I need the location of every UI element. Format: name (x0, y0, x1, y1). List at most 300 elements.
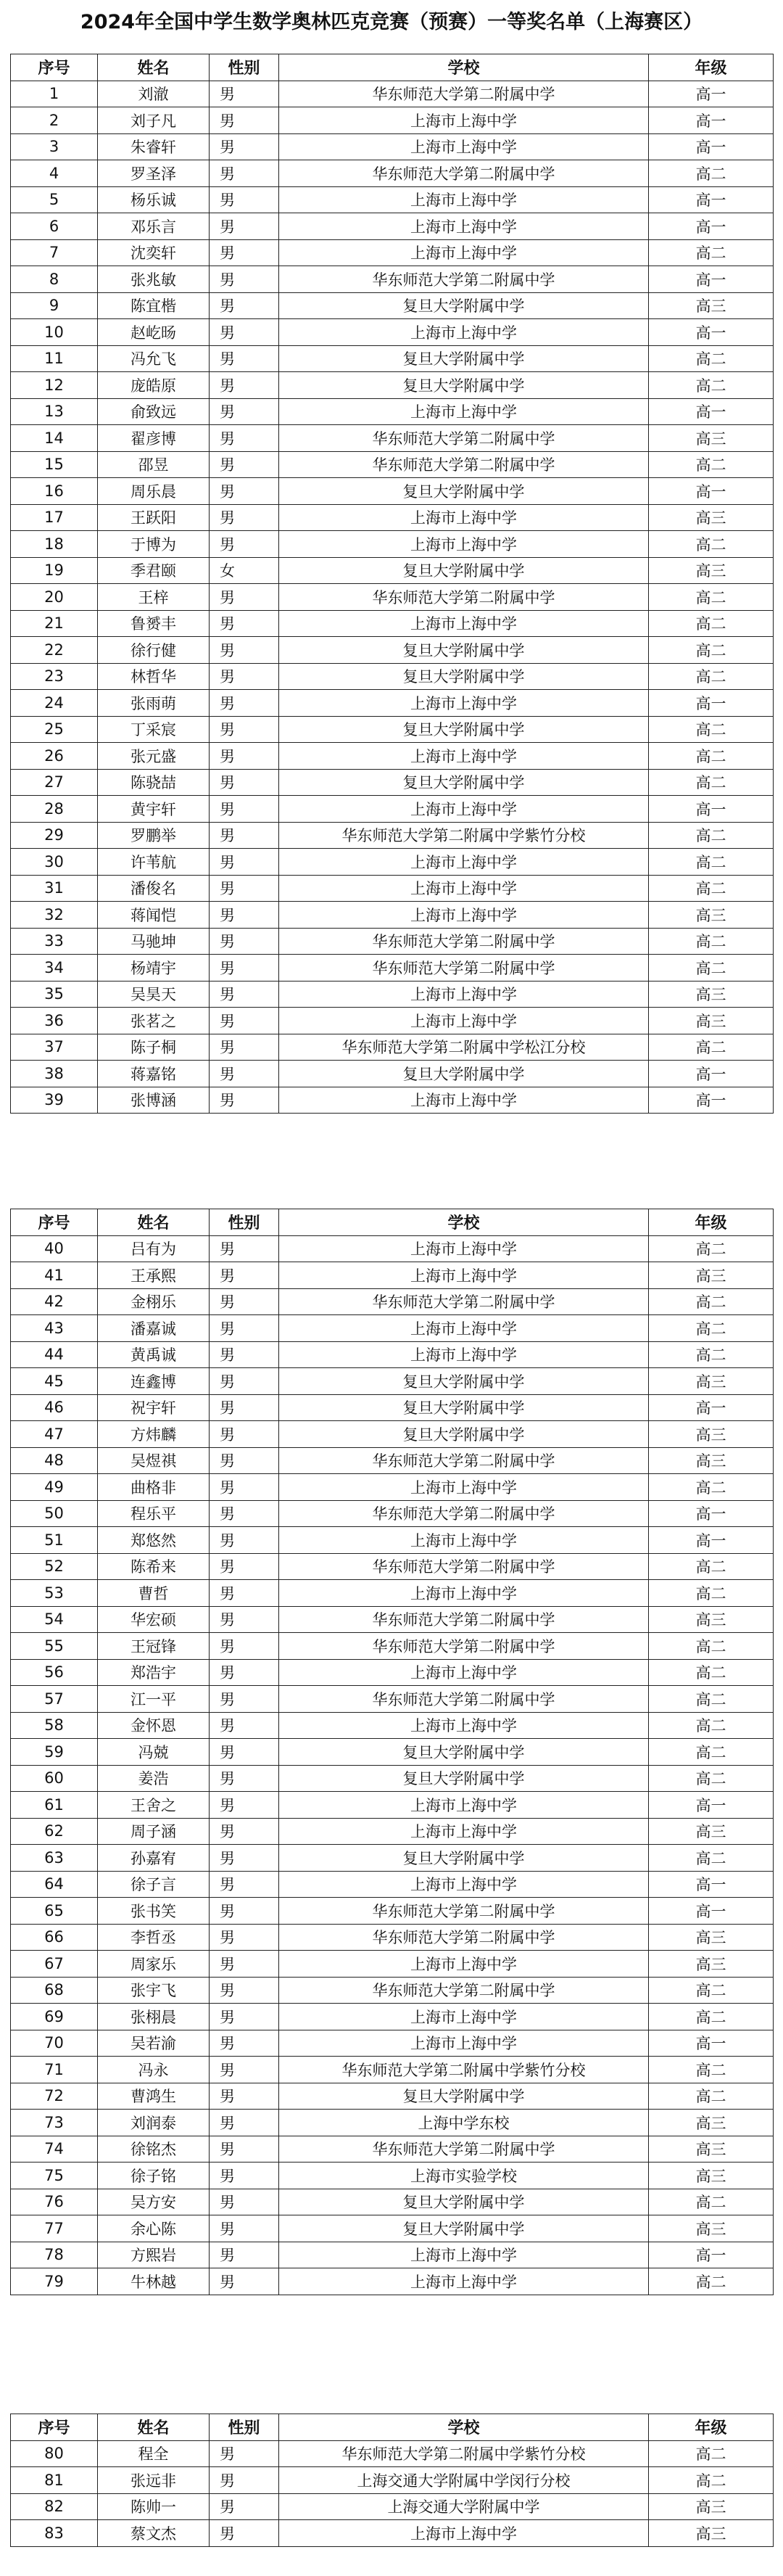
gender-cell: 男 (210, 1235, 279, 1262)
header-rank: 序号 (11, 1209, 98, 1236)
grade-cell: 高二 (649, 1845, 774, 1872)
table-row (11, 1527, 774, 1554)
table-row (11, 531, 774, 558)
name-cell: 祝宇轩 (98, 1394, 210, 1421)
gender-cell: 男 (210, 822, 279, 849)
table-row (11, 928, 774, 955)
gender-cell: 男 (210, 239, 279, 266)
grade-cell: 高二 (649, 1580, 774, 1607)
school-cell: 华东师范大学第二附属中学 (279, 955, 649, 982)
school-cell: 华东师范大学第二附属中学 (279, 584, 649, 611)
grade-cell: 高二 (649, 637, 774, 664)
grade-cell: 高二 (649, 1553, 774, 1580)
name-cell: 王跃阳 (98, 504, 210, 531)
grade-cell: 高二 (649, 663, 774, 690)
gender-cell: 男 (210, 398, 279, 425)
rank-cell: 16 (11, 478, 98, 505)
rank-cell: 24 (11, 690, 98, 717)
rank-cell: 51 (11, 1527, 98, 1554)
gender-cell: 男 (210, 1871, 279, 1898)
gender-cell: 男 (210, 1315, 279, 1342)
table-row (11, 425, 774, 452)
school-cell: 上海市上海中学 (279, 1474, 649, 1501)
school-cell: 华东师范大学第二附属中学紫竹分校 (279, 2057, 649, 2083)
rank-cell: 70 (11, 2030, 98, 2057)
name-cell: 张元盛 (98, 743, 210, 770)
gender-cell: 男 (210, 1034, 279, 1061)
school-cell: 复旦大学附属中学 (279, 2083, 649, 2110)
rank-cell: 41 (11, 1262, 98, 1289)
name-cell: 张书笑 (98, 1898, 210, 1925)
table-row (11, 478, 774, 505)
name-cell: 张远非 (98, 2467, 210, 2494)
table-row (11, 1898, 774, 1925)
grade-cell: 高一 (649, 1871, 774, 1898)
name-cell: 徐子铭 (98, 2163, 210, 2189)
school-cell: 华东师范大学第二附属中学紫竹分校 (279, 822, 649, 849)
table-row (11, 584, 774, 611)
rank-cell: 34 (11, 955, 98, 982)
rank-cell: 65 (11, 1898, 98, 1925)
table-row (11, 2268, 774, 2295)
school-cell: 上海交通大学附属中学 (279, 2493, 649, 2520)
table-row (11, 1924, 774, 1951)
name-cell: 金栩乐 (98, 1288, 210, 1315)
table-row (11, 2242, 774, 2268)
name-cell: 蒋闻恺 (98, 902, 210, 929)
grade-cell: 高一 (649, 1898, 774, 1925)
name-cell: 蒋嘉铭 (98, 1061, 210, 1087)
grade-cell: 高一 (649, 796, 774, 823)
rank-cell: 53 (11, 1580, 98, 1607)
school-cell: 复旦大学附属中学 (279, 292, 649, 319)
table-row (11, 849, 774, 876)
name-cell: 周子涵 (98, 1818, 210, 1845)
table-row (11, 398, 774, 425)
gender-cell: 男 (210, 1061, 279, 1087)
school-cell: 上海中学东校 (279, 2110, 649, 2136)
grade-cell: 高一 (649, 2242, 774, 2268)
gender-cell: 男 (210, 1553, 279, 1580)
gender-cell: 男 (210, 2215, 279, 2242)
rank-cell: 21 (11, 610, 98, 637)
name-cell: 张兆敏 (98, 266, 210, 293)
grade-cell: 高三 (649, 1421, 774, 1448)
grade-cell: 高三 (649, 2136, 774, 2163)
rank-cell: 68 (11, 1977, 98, 2004)
gender-cell: 男 (210, 1474, 279, 1501)
table-row (11, 2163, 774, 2189)
school-cell: 上海市上海中学 (279, 875, 649, 902)
table-row (11, 213, 774, 240)
table-row (11, 902, 774, 929)
name-cell: 季君颐 (98, 557, 210, 584)
gender-cell: 男 (210, 107, 279, 134)
name-cell: 罗圣泽 (98, 160, 210, 187)
school-cell: 上海市上海中学 (279, 1008, 649, 1034)
rank-cell: 58 (11, 1712, 98, 1739)
school-cell: 上海市上海中学 (279, 2030, 649, 2057)
school-cell: 复旦大学附属中学 (279, 1394, 649, 1421)
grade-cell: 高二 (649, 1765, 774, 1792)
grade-cell: 高二 (649, 2467, 774, 2494)
grade-cell: 高一 (649, 398, 774, 425)
gender-cell: 男 (210, 1288, 279, 1315)
gender-cell: 男 (210, 1765, 279, 1792)
grade-cell: 高二 (649, 1235, 774, 1262)
school-cell: 上海市上海中学 (279, 1235, 649, 1262)
table-row (11, 2440, 774, 2467)
gender-cell: 男 (210, 769, 279, 796)
name-cell: 朱睿轩 (98, 133, 210, 160)
name-cell: 程全 (98, 2440, 210, 2467)
school-cell: 华东师范大学第二附属中学 (279, 1977, 649, 2004)
table-row (11, 1288, 774, 1315)
school-cell: 上海市上海中学 (279, 849, 649, 876)
rank-cell: 67 (11, 1951, 98, 1978)
gender-cell: 男 (210, 81, 279, 107)
name-cell: 周家乐 (98, 1951, 210, 1978)
grade-cell: 高二 (649, 849, 774, 876)
table-row (11, 81, 774, 107)
name-cell: 方炜麟 (98, 1421, 210, 1448)
rank-cell: 39 (11, 1087, 98, 1114)
gender-cell: 女 (210, 557, 279, 584)
table-row (11, 822, 774, 849)
rank-cell: 50 (11, 1500, 98, 1527)
gender-cell: 男 (210, 1087, 279, 1114)
rank-cell: 43 (11, 1315, 98, 1342)
table-row (11, 663, 774, 690)
gender-cell: 男 (210, 2057, 279, 2083)
table-row (11, 1951, 774, 1978)
gender-cell: 男 (210, 266, 279, 293)
school-cell: 复旦大学附属中学 (279, 1061, 649, 1087)
table-row (11, 1262, 774, 1289)
name-cell: 牛林越 (98, 2268, 210, 2295)
rank-cell: 28 (11, 796, 98, 823)
rank-cell: 49 (11, 1474, 98, 1501)
table-row (11, 1368, 774, 1395)
gender-cell: 男 (210, 1712, 279, 1739)
name-cell: 陈骁喆 (98, 769, 210, 796)
table-row (11, 981, 774, 1008)
grade-cell: 高三 (649, 981, 774, 1008)
grade-cell: 高三 (649, 1447, 774, 1474)
rank-cell: 59 (11, 1739, 98, 1766)
name-cell: 赵屹旸 (98, 319, 210, 346)
gender-cell: 男 (210, 902, 279, 929)
table-row (11, 1580, 774, 1607)
table-header-row (11, 2414, 774, 2441)
name-cell: 许苇航 (98, 849, 210, 876)
grade-cell: 高三 (649, 1368, 774, 1395)
name-cell: 王冠锋 (98, 1633, 210, 1660)
table-row (11, 2189, 774, 2215)
rank-cell: 55 (11, 1633, 98, 1660)
grade-cell: 高二 (649, 1341, 774, 1368)
table-row (11, 1553, 774, 1580)
name-cell: 连鑫博 (98, 1368, 210, 1395)
school-cell: 上海市上海中学 (279, 1580, 649, 1607)
table-row (11, 345, 774, 372)
rank-cell: 66 (11, 1924, 98, 1951)
gender-cell: 男 (210, 1447, 279, 1474)
name-cell: 吴若渝 (98, 2030, 210, 2057)
rank-cell: 37 (11, 1034, 98, 1061)
grade-cell: 高二 (649, 955, 774, 982)
school-cell: 上海市上海中学 (279, 902, 649, 929)
name-cell: 程乐平 (98, 1500, 210, 1527)
gender-cell: 男 (210, 133, 279, 160)
table-row (11, 2493, 774, 2520)
grade-cell: 高三 (649, 2163, 774, 2189)
name-cell: 余心陈 (98, 2215, 210, 2242)
school-cell: 复旦大学附属中学 (279, 716, 649, 743)
grade-cell: 高二 (649, 372, 774, 399)
gender-cell: 男 (210, 1977, 279, 2004)
rank-cell: 56 (11, 1659, 98, 1686)
grade-cell: 高一 (649, 319, 774, 346)
gender-cell: 男 (210, 2467, 279, 2494)
grade-cell: 高一 (649, 186, 774, 213)
school-cell: 华东师范大学第二附属中学 (279, 160, 649, 187)
school-cell: 上海市上海中学 (279, 1315, 649, 1342)
gender-cell: 男 (210, 1898, 279, 1925)
header-school: 学校 (279, 1209, 649, 1236)
table-row (11, 1034, 774, 1061)
grade-cell: 高三 (649, 2493, 774, 2520)
name-cell: 吕有为 (98, 1235, 210, 1262)
table-row (11, 186, 774, 213)
rank-cell: 13 (11, 398, 98, 425)
grade-cell: 高二 (649, 451, 774, 478)
rank-cell: 64 (11, 1871, 98, 1898)
gender-cell: 男 (210, 1739, 279, 1766)
gender-cell: 男 (210, 955, 279, 982)
grade-cell: 高一 (649, 690, 774, 717)
name-cell: 黄宇轩 (98, 796, 210, 823)
gender-cell: 男 (210, 2440, 279, 2467)
grade-cell: 高三 (649, 2215, 774, 2242)
table-row (11, 504, 774, 531)
table-row (11, 1061, 774, 1087)
school-cell: 上海市上海中学 (279, 1341, 649, 1368)
header-grade: 年级 (649, 54, 774, 81)
name-cell: 邓乐言 (98, 213, 210, 240)
gender-cell: 男 (210, 2163, 279, 2189)
rank-cell: 3 (11, 133, 98, 160)
table-row (11, 160, 774, 187)
school-cell: 复旦大学附属中学 (279, 1739, 649, 1766)
school-cell: 华东师范大学第二附属中学 (279, 451, 649, 478)
grade-cell: 高三 (649, 1818, 774, 1845)
table-row (11, 1606, 774, 1633)
grade-cell: 高二 (649, 822, 774, 849)
gender-cell: 男 (210, 1008, 279, 1034)
rank-cell: 7 (11, 239, 98, 266)
grade-cell: 高二 (649, 2057, 774, 2083)
rank-cell: 77 (11, 2215, 98, 2242)
gender-cell: 男 (210, 425, 279, 452)
name-cell: 罗鹏举 (98, 822, 210, 849)
grade-cell: 高二 (649, 345, 774, 372)
table-row (11, 2467, 774, 2494)
table-row (11, 1500, 774, 1527)
school-cell: 上海市上海中学 (279, 107, 649, 134)
rank-cell: 63 (11, 1845, 98, 1872)
gender-cell: 男 (210, 1394, 279, 1421)
table-row (11, 1792, 774, 1819)
school-cell: 上海市上海中学 (279, 1792, 649, 1819)
name-cell: 张宇飞 (98, 1977, 210, 2004)
table-row (11, 769, 774, 796)
rank-cell: 42 (11, 1288, 98, 1315)
name-cell: 江一平 (98, 1686, 210, 1713)
gender-cell: 男 (210, 1633, 279, 1660)
name-cell: 丁采宸 (98, 716, 210, 743)
rank-cell: 15 (11, 451, 98, 478)
grade-cell: 高一 (649, 1087, 774, 1114)
rank-cell: 2 (11, 107, 98, 134)
name-cell: 杨乐诚 (98, 186, 210, 213)
table-row (11, 1394, 774, 1421)
school-cell: 复旦大学附属中学 (279, 769, 649, 796)
grade-cell: 高二 (649, 875, 774, 902)
table-row (11, 1633, 774, 1660)
school-cell: 复旦大学附属中学 (279, 2215, 649, 2242)
header-name: 姓名 (98, 1209, 210, 1236)
gender-cell: 男 (210, 1845, 279, 1872)
gender-cell: 男 (210, 981, 279, 1008)
name-cell: 邵昱 (98, 451, 210, 478)
winners-table-part-1 (10, 54, 774, 1114)
school-cell: 上海市上海中学 (279, 2242, 649, 2268)
rank-cell: 69 (11, 2004, 98, 2030)
rank-cell: 12 (11, 372, 98, 399)
grade-cell: 高二 (649, 2189, 774, 2215)
gender-cell: 男 (210, 663, 279, 690)
school-cell: 复旦大学附属中学 (279, 345, 649, 372)
gender-cell: 男 (210, 213, 279, 240)
name-cell: 徐子言 (98, 1871, 210, 1898)
school-cell: 华东师范大学第二附属中学 (279, 81, 649, 107)
table-row (11, 716, 774, 743)
rank-cell: 54 (11, 1606, 98, 1633)
grade-cell: 高一 (649, 1500, 774, 1527)
gender-cell: 男 (210, 610, 279, 637)
grade-cell: 高二 (649, 928, 774, 955)
gender-cell: 男 (210, 1368, 279, 1395)
gender-cell: 男 (210, 875, 279, 902)
rank-cell: 32 (11, 902, 98, 929)
header-gender: 性别 (210, 54, 279, 81)
rank-cell: 9 (11, 292, 98, 319)
name-cell: 潘俊名 (98, 875, 210, 902)
school-cell: 上海市上海中学 (279, 531, 649, 558)
name-cell: 曹鸿生 (98, 2083, 210, 2110)
grade-cell: 高二 (649, 743, 774, 770)
header-gender: 性别 (210, 2414, 279, 2441)
header-name: 姓名 (98, 54, 210, 81)
grade-cell: 高二 (649, 769, 774, 796)
rank-cell: 60 (11, 1765, 98, 1792)
header-school: 学校 (279, 2414, 649, 2441)
school-cell: 上海市上海中学 (279, 1871, 649, 1898)
table-row (11, 796, 774, 823)
grade-cell: 高一 (649, 1061, 774, 1087)
grade-cell: 高二 (649, 1659, 774, 1686)
rank-cell: 29 (11, 822, 98, 849)
name-cell: 陈帅一 (98, 2493, 210, 2520)
rank-cell: 52 (11, 1553, 98, 1580)
gender-cell: 男 (210, 1262, 279, 1289)
name-cell: 孙嘉宥 (98, 1845, 210, 1872)
rank-cell: 83 (11, 2520, 98, 2547)
gender-cell: 男 (210, 2083, 279, 2110)
table-row (11, 610, 774, 637)
grade-cell: 高二 (649, 1288, 774, 1315)
table-row (11, 2110, 774, 2136)
grade-cell: 高一 (649, 2030, 774, 2057)
name-cell: 张栩晨 (98, 2004, 210, 2030)
grade-cell: 高二 (649, 1315, 774, 1342)
rank-cell: 73 (11, 2110, 98, 2136)
school-cell: 复旦大学附属中学 (279, 557, 649, 584)
gender-cell: 男 (210, 1341, 279, 1368)
table-row (11, 133, 774, 160)
name-cell: 林哲华 (98, 663, 210, 690)
gender-cell: 男 (210, 478, 279, 505)
grade-cell: 高二 (649, 239, 774, 266)
grade-cell: 高一 (649, 133, 774, 160)
school-cell: 上海市上海中学 (279, 186, 649, 213)
rank-cell: 33 (11, 928, 98, 955)
winners-table-part-2 (10, 1209, 774, 2295)
rank-cell: 27 (11, 769, 98, 796)
school-cell: 华东师范大学第二附属中学 (279, 1898, 649, 1925)
school-cell: 上海市上海中学 (279, 796, 649, 823)
rank-cell: 74 (11, 2136, 98, 2163)
gender-cell: 男 (210, 1527, 279, 1554)
grade-cell: 高一 (649, 1394, 774, 1421)
rank-cell: 23 (11, 663, 98, 690)
name-cell: 张茗之 (98, 1008, 210, 1034)
name-cell: 张博涵 (98, 1087, 210, 1114)
school-cell: 上海市上海中学 (279, 610, 649, 637)
page-title: 2024年全国中学生数学奥林匹克竞赛（预赛）一等奖名单（上海赛区） (80, 11, 703, 33)
table-header-row (11, 1209, 774, 1236)
rank-cell: 4 (11, 160, 98, 187)
grade-cell: 高二 (649, 1686, 774, 1713)
rank-cell: 19 (11, 557, 98, 584)
name-cell: 曹哲 (98, 1580, 210, 1607)
table-row (11, 1341, 774, 1368)
header-school: 学校 (279, 54, 649, 81)
school-cell: 华东师范大学第二附属中学 (279, 1633, 649, 1660)
gender-cell: 男 (210, 1421, 279, 1448)
school-cell: 上海市上海中学 (279, 2520, 649, 2547)
table-row (11, 319, 774, 346)
table-row (11, 1659, 774, 1686)
table-row (11, 1447, 774, 1474)
school-cell: 华东师范大学第二附属中学 (279, 1924, 649, 1951)
name-cell: 周乐晨 (98, 478, 210, 505)
rank-cell: 45 (11, 1368, 98, 1395)
table-row (11, 372, 774, 399)
name-cell: 曲格非 (98, 1474, 210, 1501)
rank-cell: 10 (11, 319, 98, 346)
